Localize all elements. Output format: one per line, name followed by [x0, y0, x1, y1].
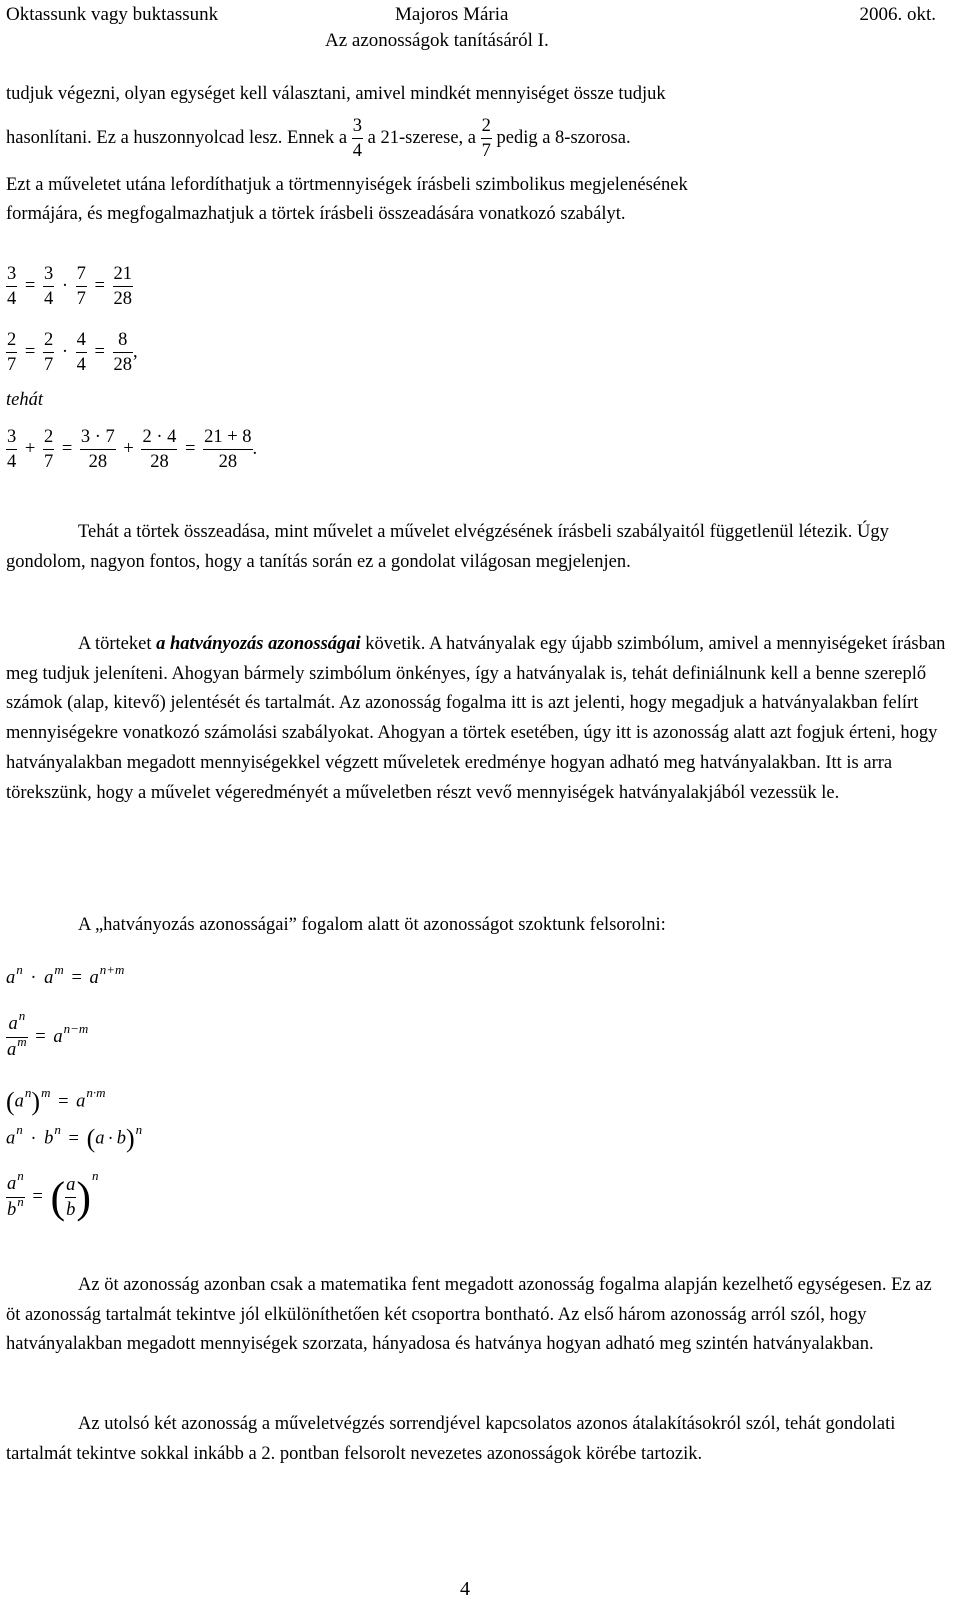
paragraph-addition: Tehát a törtek összeadása, mint művelet a művelet elvégzésének írásbeli szabályaitól függetlenül létezik. Úgy gondolom, nagyon fontos, hogy a tanítás során ez a gondolat világosan megjelenjen.	[6, 522, 889, 572]
intro-line2-c: pedig a 8-szorosa.	[496, 127, 631, 148]
intro-line2-a: hasonlítani. Ez a huszonnyolcad lesz. Ennek a	[6, 127, 348, 148]
fraction-two-sevenths: $\frac{2}{7}$	[481, 116, 491, 161]
identity-quotient-of-bases: $\frac{a^n}{b^n}$ = ( $\frac{a}{b}$ )$^n$	[7, 1167, 99, 1222]
page-number: 4	[460, 1578, 470, 1600]
header-left: Oktassunk vagy buktassunk	[6, 4, 219, 25]
intro-line2-b: a 21-szerese, a	[367, 127, 476, 148]
header-center: Majoros Mária	[395, 4, 509, 25]
intro-line4: formájára, és megfogalmazhatjuk a törtek írásbeli összeadására vonatkozó szabályt.	[6, 204, 626, 224]
equation-sum: $\frac{3}{4}$ + $\frac{2}{7}$ = $\frac{3 \cdot 7}{28}$ + $\frac{2 \cdot 4}{28}$ = $\frac{21 + 8}{28}$ .	[7, 427, 258, 472]
header-subtitle: Az azonosságok tanításáról I.	[325, 30, 549, 51]
intro-line1: tudjuk végezni, olyan egységet kell választani, amivel mindkét mennyiséget össze tudjuk	[6, 84, 666, 104]
tehat-label: tehát	[6, 390, 43, 410]
equation-three-quarters: $\frac{3}{4}$ = $\frac{3}{4}$ · $\frac{7}{7}$ = $\frac{21}{28}$	[7, 264, 133, 309]
intro-line3: Ezt a műveletet utána lefordíthatjuk a törtmennyiségek írásbeli szimbolikus megjelenésének	[6, 175, 688, 195]
intro-line2	[6, 114, 631, 163]
identity-product: $a^n \cdot a^m = a^{n+m}$	[6, 962, 125, 989]
paragraph-two-groups: Az öt azonosság azonban csak a matematika fent megadott azonosság fogalma alapján kezelhető egységesen. Ez az öt azonosság tartalmát tekintve jól elkülöníthetően két csoportra bontható. Az első három azonosság arról szól, hogy hatványalakban megadott mennyiségek szorzata, hányadosa és hatványa hogyan adható meg szintén hatványalakban.	[6, 1275, 932, 1355]
header-right: 2006. okt.	[859, 4, 936, 25]
identity-power-of-power: $(a^n)^m = a^{n\cdot m}$	[6, 1085, 106, 1116]
identity-quotient: $\frac{a^n}{a^m}$ = $a^{n-m}$	[7, 1008, 89, 1060]
identity-product-of-bases: $a^n \cdot b^n = (a \cdot b)^n$	[6, 1122, 143, 1153]
paragraph-five-identities: A „hatványozás azonosságai” fogalom alatt öt azonosságot szoktunk felsorolni:	[78, 915, 666, 935]
equation-two-sevenths: $\frac{2}{7}$ = $\frac{2}{7}$ · $\frac{4}{4}$ = $\frac{8}{28}$ ,	[7, 330, 138, 375]
powers-identities-emphasis: a hatványozás azonosságai	[156, 634, 361, 654]
paragraph-powers: A törteket a hatványozás azonosságai követik. A hatványalak egy újabb szimbólum, amivel a mennyiségeket írásban meg tudjuk jeleníteni. Ahogyan bármely szimbólum önkényes, így a hatványalak is, tehát definiálnunk kell a benne szereplő számok (alap, kitevő) jelentését és tartalmát. Az azonosság fogalma itt is azt jelenti, hogy megadjuk a hatványalakban felírt mennyiségekre vonatkozó számolási szabályokat. Ahogyan a törtek esetében, úgy itt is azonosság alatt azt fogjuk érteni, hogy hatványalakban megadott mennyiségekkel végzett műveletek eredménye hogyan adható meg hatványalakban. Itt is arra törekszünk, hogy a művelet végeredményét a műveletben részt vevő mennyiségek hatványalakjából vezessük le.	[6, 634, 946, 803]
fraction-three-quarters: $\frac{3}{4}$	[352, 116, 362, 161]
paragraph-last-two: Az utolsó két azonosság a műveletvégzés sorrendjével kapcsolatos azonos átalakításokról szól, tehát gondolati tartalmát tekintve sokkal inkább a 2. pontban felsorolt nevezetes azonosságok körébe tartozik.	[6, 1414, 896, 1464]
